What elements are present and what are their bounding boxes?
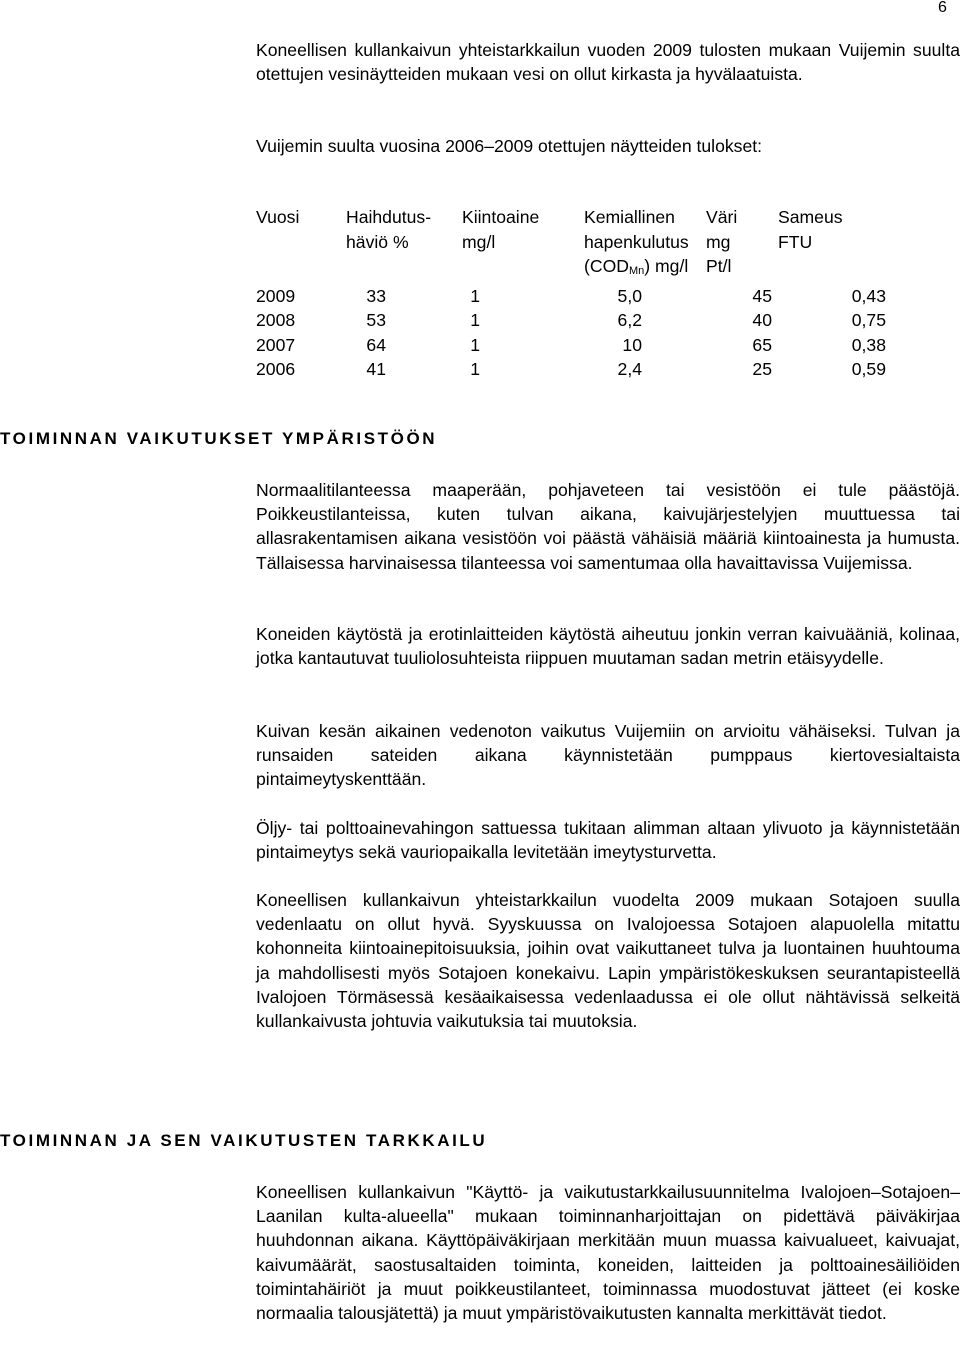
cell-year: 2007: [256, 334, 296, 355]
cell-cod: 2,4: [617, 359, 642, 379]
cell-turbidity: 0,38: [851, 334, 886, 355]
cell-turbidity: 0,59: [851, 359, 886, 379]
cell-loss: 53: [366, 310, 386, 330]
cell-year: 2009: [256, 285, 296, 306]
header-loss-on-ignition: Haihdutus- häviö %: [346, 207, 432, 252]
header-cod: Kemiallinen hapenkulutus (CODMn) mg/l: [584, 207, 689, 277]
cell-loss: 33: [366, 285, 386, 306]
cell-color: 40: [752, 310, 772, 330]
cell-loss: 64: [366, 334, 386, 355]
impacts-paragraph-1: Normaalitilanteessa maaperään, pohjaveteen tai vesistöön ei tule päästöjä. Poikkeustilanteissa, kuten tulvan aikana, kaivujärjestelyjen muuttuessa tai allasrakentamisen aikana vesistöön voi päästä vähäisiä määriä kiintoainesta ja humusta. Tällaisessa harvinaisessa tilanteessa voi samentumaa olla havaittavissa Vuijemissa.: [256, 480, 960, 573]
table-row: [256, 357, 890, 382]
cell-color: 25: [752, 359, 772, 379]
cell-year: 2008: [256, 310, 296, 330]
intro-paragraph: Koneellisen kullankaivun yhteistarkkailun vuoden 2009 tulosten mukaan Vuijemin suulta otettujen vesinäytteiden mukaan vesi on ollut kirkasta ja hyvälaatuista.: [256, 40, 960, 85]
section-heading-impacts: TOIMINNAN VAIKUTUKSET YMPÄRISTÖÖN: [0, 429, 438, 448]
cell-turbidity: 0,43: [851, 285, 886, 306]
cell-turbidity: 0,75: [851, 310, 886, 330]
cell-cod: 6,2: [617, 310, 642, 330]
impacts-paragraph-2: Koneiden käytöstä ja erotinlaitteiden käytöstä aiheutuu jonkin verran kaivuääniä, kolinaa, jotka kantautuvat tuuliolosuhteista riippuen muutaman sadan metrin etäisyydelle.: [256, 624, 960, 669]
cell-loss: 41: [366, 359, 386, 379]
cell-solids: 1: [470, 285, 480, 306]
impacts-paragraph-3: Kuivan kesän aikainen vedenoton vaikutus Vuijemiin on arvioitu vähäiseksi. Tulvan ja runsaiden sateiden aikana käynnistetään pumppaus kiertovesialtaista pintaimeytyskenttään.: [256, 721, 960, 790]
cell-solids: 1: [470, 359, 480, 379]
cell-color: 45: [752, 285, 772, 306]
monitoring-paragraph-1: Koneellisen kullankaivun "Käyttö- ja vaikutustarkkailusuunnitelma Ivalojoen–Sotajoen–Laanilan kulta-alueella" mukaan toiminnanharjoittajan on pidettävä päiväkirjaa huuhdonnan aikana. Käyttöpäiväkirjaan merkitään muun muassa kaivualueet, kaivuajat, kaivumäärät, saostusaltaiden toiminta, koneiden, laitteiden ja polttoainesäiliöiden toimintahäiriöt ja muut poikkeustilanteet, toiminnassa muodostuvat jätteet (ei koske normaalia talousjätettä) ja muut ympäristövaikutusten kannalta merkittävät tiedot.: [256, 1182, 960, 1324]
impacts-paragraph-4: Öljy- tai polttoainevahingon sattuessa tukitaan alimman altaan ylivuoto ja käynnistetään pintaimeytys sekä vauriopaikalla levitetään imeytysturvetta.: [256, 818, 960, 863]
cell-cod: 5,0: [617, 285, 642, 306]
cell-solids: 1: [470, 334, 480, 355]
cell-cod: 10: [622, 334, 642, 355]
table-header-row: [256, 205, 890, 284]
header-color: Väri mg Pt/l: [706, 207, 738, 276]
table-caption: Vuijemin suulta vuosina 2006–2009 otettujen näytteiden tulokset:: [256, 136, 763, 156]
section-heading-monitoring: TOIMINNAN JA SEN VAIKUTUSTEN TARKKAILU: [0, 1131, 488, 1150]
table-row: [256, 284, 890, 309]
page-number: 6: [938, 0, 947, 16]
impacts-paragraph-5: Koneellisen kullankaivun yhteistarkkailun vuodelta 2009 mukaan Sotajoen suulla vedenlaatu on ollut hyvä. Syyskuussa on Ivalojoessa Sotajoen alapuolella mitattu kohonneita kiintoainepitoisuuksia, joihin ovat vaikuttaneet tulva ja luontainen huuhtouma ja mahdollisesti myös Sotajoen konekaivu. Lapin ympäristökeskuksen seurantapisteellä Ivalojoen Törmäsessä kesäaikaisessa vedenlaadussa ei ole ollut nähtävissä selkeitä kullankaivusta johtuvia vaikutuksia tai muutoksia.: [256, 890, 960, 1032]
header-turbidity: Sameus FTU: [778, 207, 843, 252]
results-table: [256, 205, 890, 382]
cell-year: 2006: [256, 359, 296, 379]
table-row: [256, 308, 890, 333]
header-year: Vuosi: [256, 207, 300, 227]
header-solids: Kiintoaine mg/l: [462, 207, 540, 252]
cell-solids: 1: [470, 310, 480, 330]
cell-color: 65: [752, 334, 772, 355]
table-row: [256, 333, 890, 358]
